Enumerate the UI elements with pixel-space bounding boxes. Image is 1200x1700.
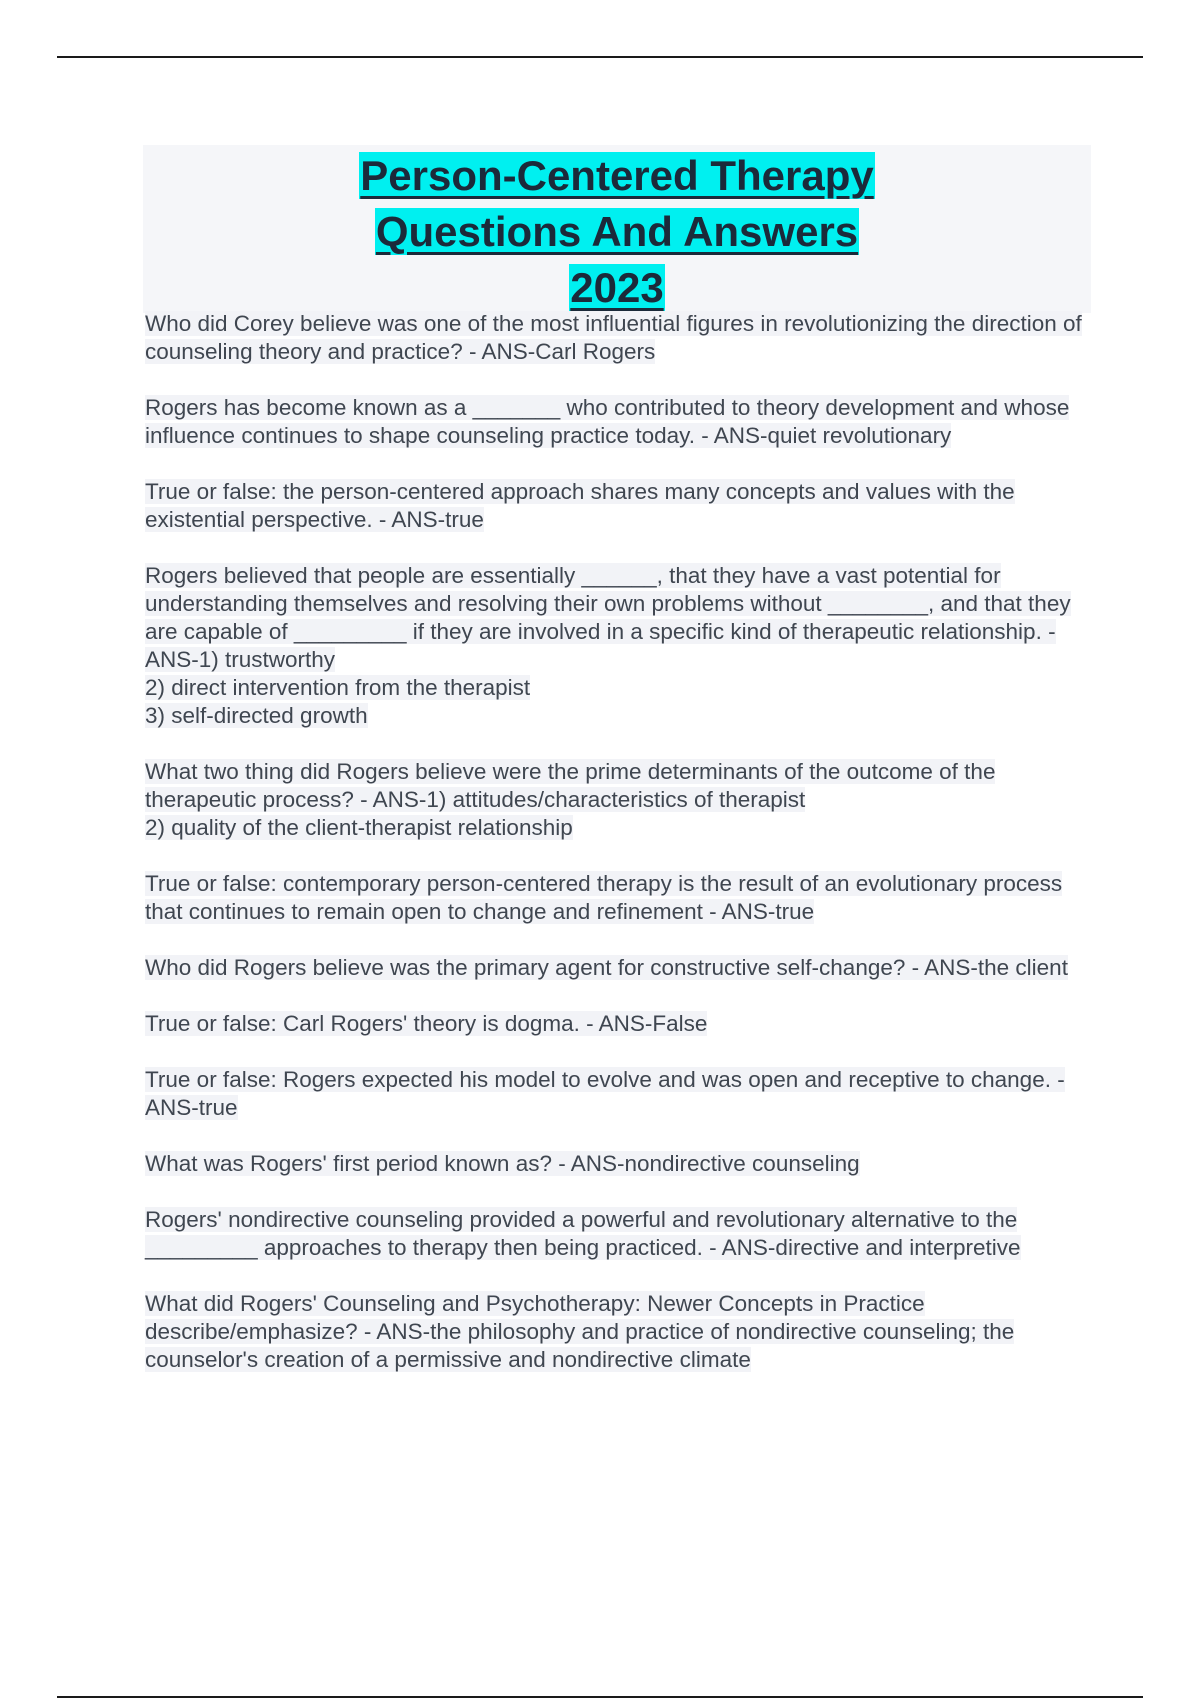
title-line-3: 2023 [570, 264, 664, 311]
title-line-1: Person-Centered Therapy [360, 152, 874, 199]
qa-item: Rogers has become known as a _______ who contributed to theory development and whose influence continues to shape counseling practice today. - ANS-quiet revolutionary [145, 395, 1070, 448]
qa-item: What was Rogers' first period known as? - ANS-nondirective counseling [145, 1151, 860, 1176]
qa-item: True or false: contemporary person-centered therapy is the result of an evolutionary process that continues to remain open to change and refinement - ANS-true [145, 871, 1063, 924]
qa-item: True or false: Carl Rogers' theory is dogma. - ANS-False [145, 1011, 708, 1036]
qa-item: What two thing did Rogers believe were the prime determinants of the outcome of the therapeutic process? - ANS-1) attitudes/characteristics of therapist 2) quality of the client-therapist relationship [145, 759, 996, 840]
title-line-2: Questions And Answers [375, 208, 859, 255]
qa-item: What did Rogers' Counseling and Psychotherapy: Newer Concepts in Practice describe/emphasize? - ANS-the philosophy and practice of nondirective counseling; the counselor's creation of a permissive and nondirective climate [145, 1291, 1015, 1372]
qa-item: Rogers' nondirective counseling provided a powerful and revolutionary alternative to the _________ approaches to therapy then being practiced. - ANS-directive and interpretive [145, 1207, 1021, 1260]
top-divider [57, 56, 1143, 58]
qa-item: Rogers believed that people are essentially ______, that they have a vast potential for understanding themselves and resolving their own problems without ________, and that they are capable of _________ if they are involved in a specific kind of therapeutic relationship. - ANS-1) trustworthy 2) direct intervention from the therapist 3) self-directed growth [145, 563, 1071, 728]
qa-item: True or false: Rogers expected his model to evolve and was open and receptive to change. - ANS-true [145, 1067, 1065, 1120]
qa-item: Who did Corey believe was one of the most influential figures in revolutionizing the direction of counseling theory and practice? - ANS-Carl Rogers [145, 311, 1082, 364]
qa-list [145, 310, 1095, 1402]
qa-item: True or false: the person-centered approach shares many concepts and values with the existential perspective. - ANS-true [145, 479, 1015, 532]
document-title [143, 145, 1091, 313]
qa-item: Who did Rogers believe was the primary agent for constructive self-change? - ANS-the client [145, 955, 1068, 980]
bottom-divider [57, 1696, 1143, 1698]
